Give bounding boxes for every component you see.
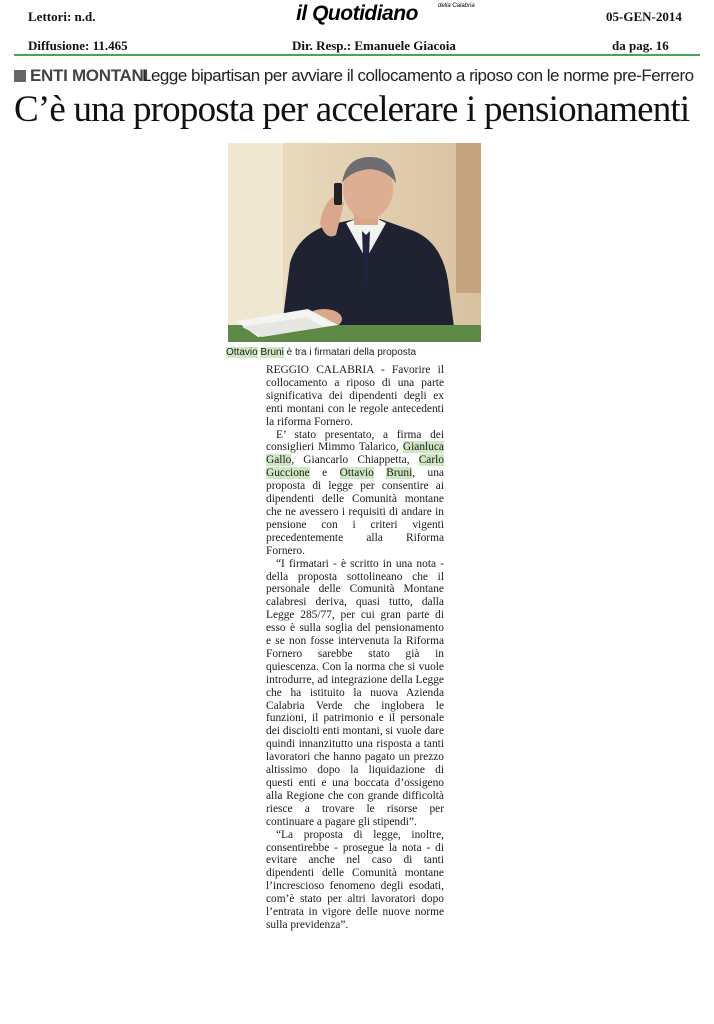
name-ottavio: Ottavio [339, 467, 374, 480]
article-paragraph-4: “La proposta di legge, inoltre, consentirebbe - prosegue la nota - di evitare anche nel caso di tanti dipendenti delle Comunità montane l’increscioso fenomeno degli esodati, com’è stato per altri lavoratori dopo l’entrata in vigore delle nuove norme sulla previdenza”. [266, 828, 444, 931]
name-gallo: Gallo [266, 454, 292, 467]
name-gianluca: Gianluca [402, 441, 444, 454]
article-headline: C’è una proposta per accelerare i pensionamenti [14, 89, 690, 130]
article-photo [228, 143, 481, 342]
article-body [266, 364, 444, 932]
name-guccione: Guccione [266, 467, 310, 480]
p2-text-b: , Giancarlo Chiappetta, [291, 454, 419, 467]
caption-text: è tra i firmatari della proposta [283, 347, 417, 358]
circulation-label: Diffusione: 11.465 [28, 38, 128, 53]
editor-label: Dir. Resp.: Emanuele Giacoia [292, 38, 456, 53]
newspaper-logo-subtitle: della Calabria [438, 3, 475, 9]
page-reference: da pag. 16 [612, 38, 669, 53]
p2-text-c: e [309, 467, 340, 480]
caption-name-last: Bruni [260, 347, 284, 358]
p2-text-d: , una proposta di legge per consentire ai dipendenti delle Comunità montane che ne avessero i requisiti di andare in pensione con i criteri vigenti precedentemente alla Riforma Fornero. [266, 467, 444, 557]
name-carlo: Carlo [418, 454, 444, 467]
section-kicker: ENTI MONTANI [30, 66, 148, 85]
p2-text-a: E’ stato presentato, a firma dei consiglieri Mimmo Talarico, [266, 428, 444, 454]
header-rule [14, 54, 700, 56]
article-paragraph-2 [266, 429, 444, 558]
publication-date: 05-GEN-2014 [606, 9, 682, 24]
caption-name-first: Ottavio [226, 347, 258, 358]
article-paragraph-3: “I firmatari - è scritto in una nota - della proposta sottolineano che il personale delle Comunità Montane calabresi deriva, quasi tutto, dalla Legge 285/77, per cui gran parte di esso è sulla soglia del pensionamento e se non fosse intervenuta la Riforma Fornero sarebbe stato già in quiescenza. Con la norma che si vuole introdurre, ad integrazione della Legge che ha istituito la nuova Azienda Calabria Verde che inglobera le funzioni, il patrimonio e il personale dei disciolti enti montani, si vuole dare quindi innanzitutto una risposta a tanti lavoratori che hanno pagato un prezzo altissimo dopo la liquidazione di questi enti e una boccata d’ossigeno alla Regione che con grande difficoltà riesce a trovare le risorse per continuare a pagare gli stipendi”. [266, 557, 444, 828]
man-on-phone-photo [228, 143, 481, 342]
photo-caption [226, 347, 416, 358]
name-bruni: Bruni [386, 467, 413, 480]
article-subheadline: Legge bipartisan per avviare il collocamento a riposo con le norme pre-Ferrero [142, 66, 694, 85]
newspaper-logo: il Quotidiano [296, 2, 418, 25]
readers-label: Lettori: n.d. [28, 9, 96, 24]
kicker-square-icon [14, 70, 26, 82]
article-paragraph-1: REGGIO CALABRIA - Favorire il collocamento a riposo di una parte significativa dei dipendenti degli ex enti montani con le regole antecedenti la riforma Fornero. [266, 364, 444, 428]
